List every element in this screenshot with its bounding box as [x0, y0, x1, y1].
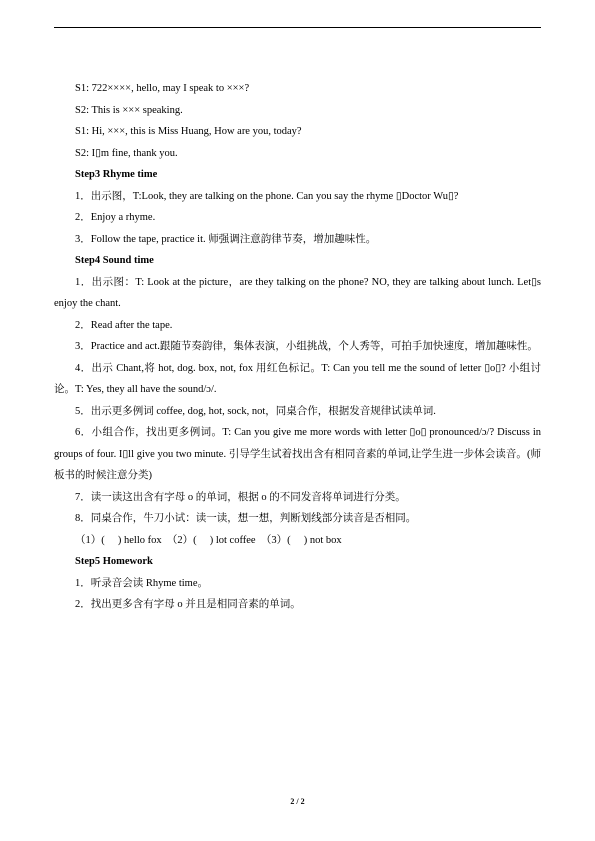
step3-item-2: 2．Enjoy a rhyme. — [75, 212, 156, 223]
exercise-line: （1）( ) hello fox （2）( ) lot coffee （3）( ) not box — [75, 534, 342, 546]
dialog-line: S1: Hi, ×××, this is Miss Huang, How are you, today? — [75, 126, 302, 137]
section-heading-step4: Step4 Sound time — [75, 255, 154, 266]
step5-item-1: 1．听录音会读 Rhyme time。 — [75, 577, 208, 589]
step3-item-1: 1．出示图，T:Look, they are talking on the phone. Can you say the rhyme ▯Doctor Wu▯? — [75, 190, 459, 202]
step4-item-8: 8．同桌合作，牛刀小试：读一读，想一想，判断划线部分读音是否相同。 — [75, 513, 417, 524]
step3-item-3: 3．Follow the tape, practice it. 师强调注意韵律节奏，增加趣味性。 — [75, 233, 377, 245]
step4-item-1: 1．出示图：T: Look at the picture，are they talking on the phone? NO, they are talking about lunch. Let▯s enjoy the chant. — [54, 276, 541, 309]
header-rule — [54, 27, 541, 28]
step4-item-7: 7．读一读这出含有字母 o 的单词，根据 o 的不同发音将单词进行分类。 — [75, 491, 406, 503]
dialog-line: S1: 722××××, hello, may I speak to ×××? — [75, 83, 250, 94]
page-number: 2 / 2 — [290, 797, 305, 806]
step4-item-6: 6．小组合作，找出更多例词。T: Can you give me more words with letter ▯o▯ pronounced/ɔ/? Discuss in groups of four. I▯ll give you two minute. 引导学生试着找出含有相同音素的单词,让学生进一步体会读音。(师板书的时候注意分类) — [54, 427, 541, 481]
dialog-line: S2: This is ××× speaking. — [75, 104, 183, 116]
step4-item-4: 4．出示 Chant,将 hot, dog. box, not, fox 用红色标记。T: Can you tell me the sound of letter ▯o▯? 小组讨论。T: Yes, they all have the sound/ɔ/. — [54, 362, 541, 395]
section-heading-step3: Step3 Rhyme time — [75, 169, 158, 180]
section-heading-step5: Step5 Homework — [75, 556, 153, 567]
step4-item-2: 2．Read after the tape. — [75, 319, 173, 331]
step4-item-3: 3．Practice and act.跟随节奏韵律，集体表演，小组挑战，个人秀等，可拍手加快速度，增加趣味性。 — [75, 341, 538, 352]
step4-item-5: 5．出示更多例词 coffee, dog, hot, sock, not，同桌合作，根据发音规律试读单词. — [75, 405, 436, 417]
step5-item-2: 2．找出更多含有字母 o 并且是相同音素的单词。 — [75, 599, 301, 610]
dialog-line: S2: I▯m fine, thank you. — [75, 147, 178, 159]
document-body — [54, 78, 541, 616]
